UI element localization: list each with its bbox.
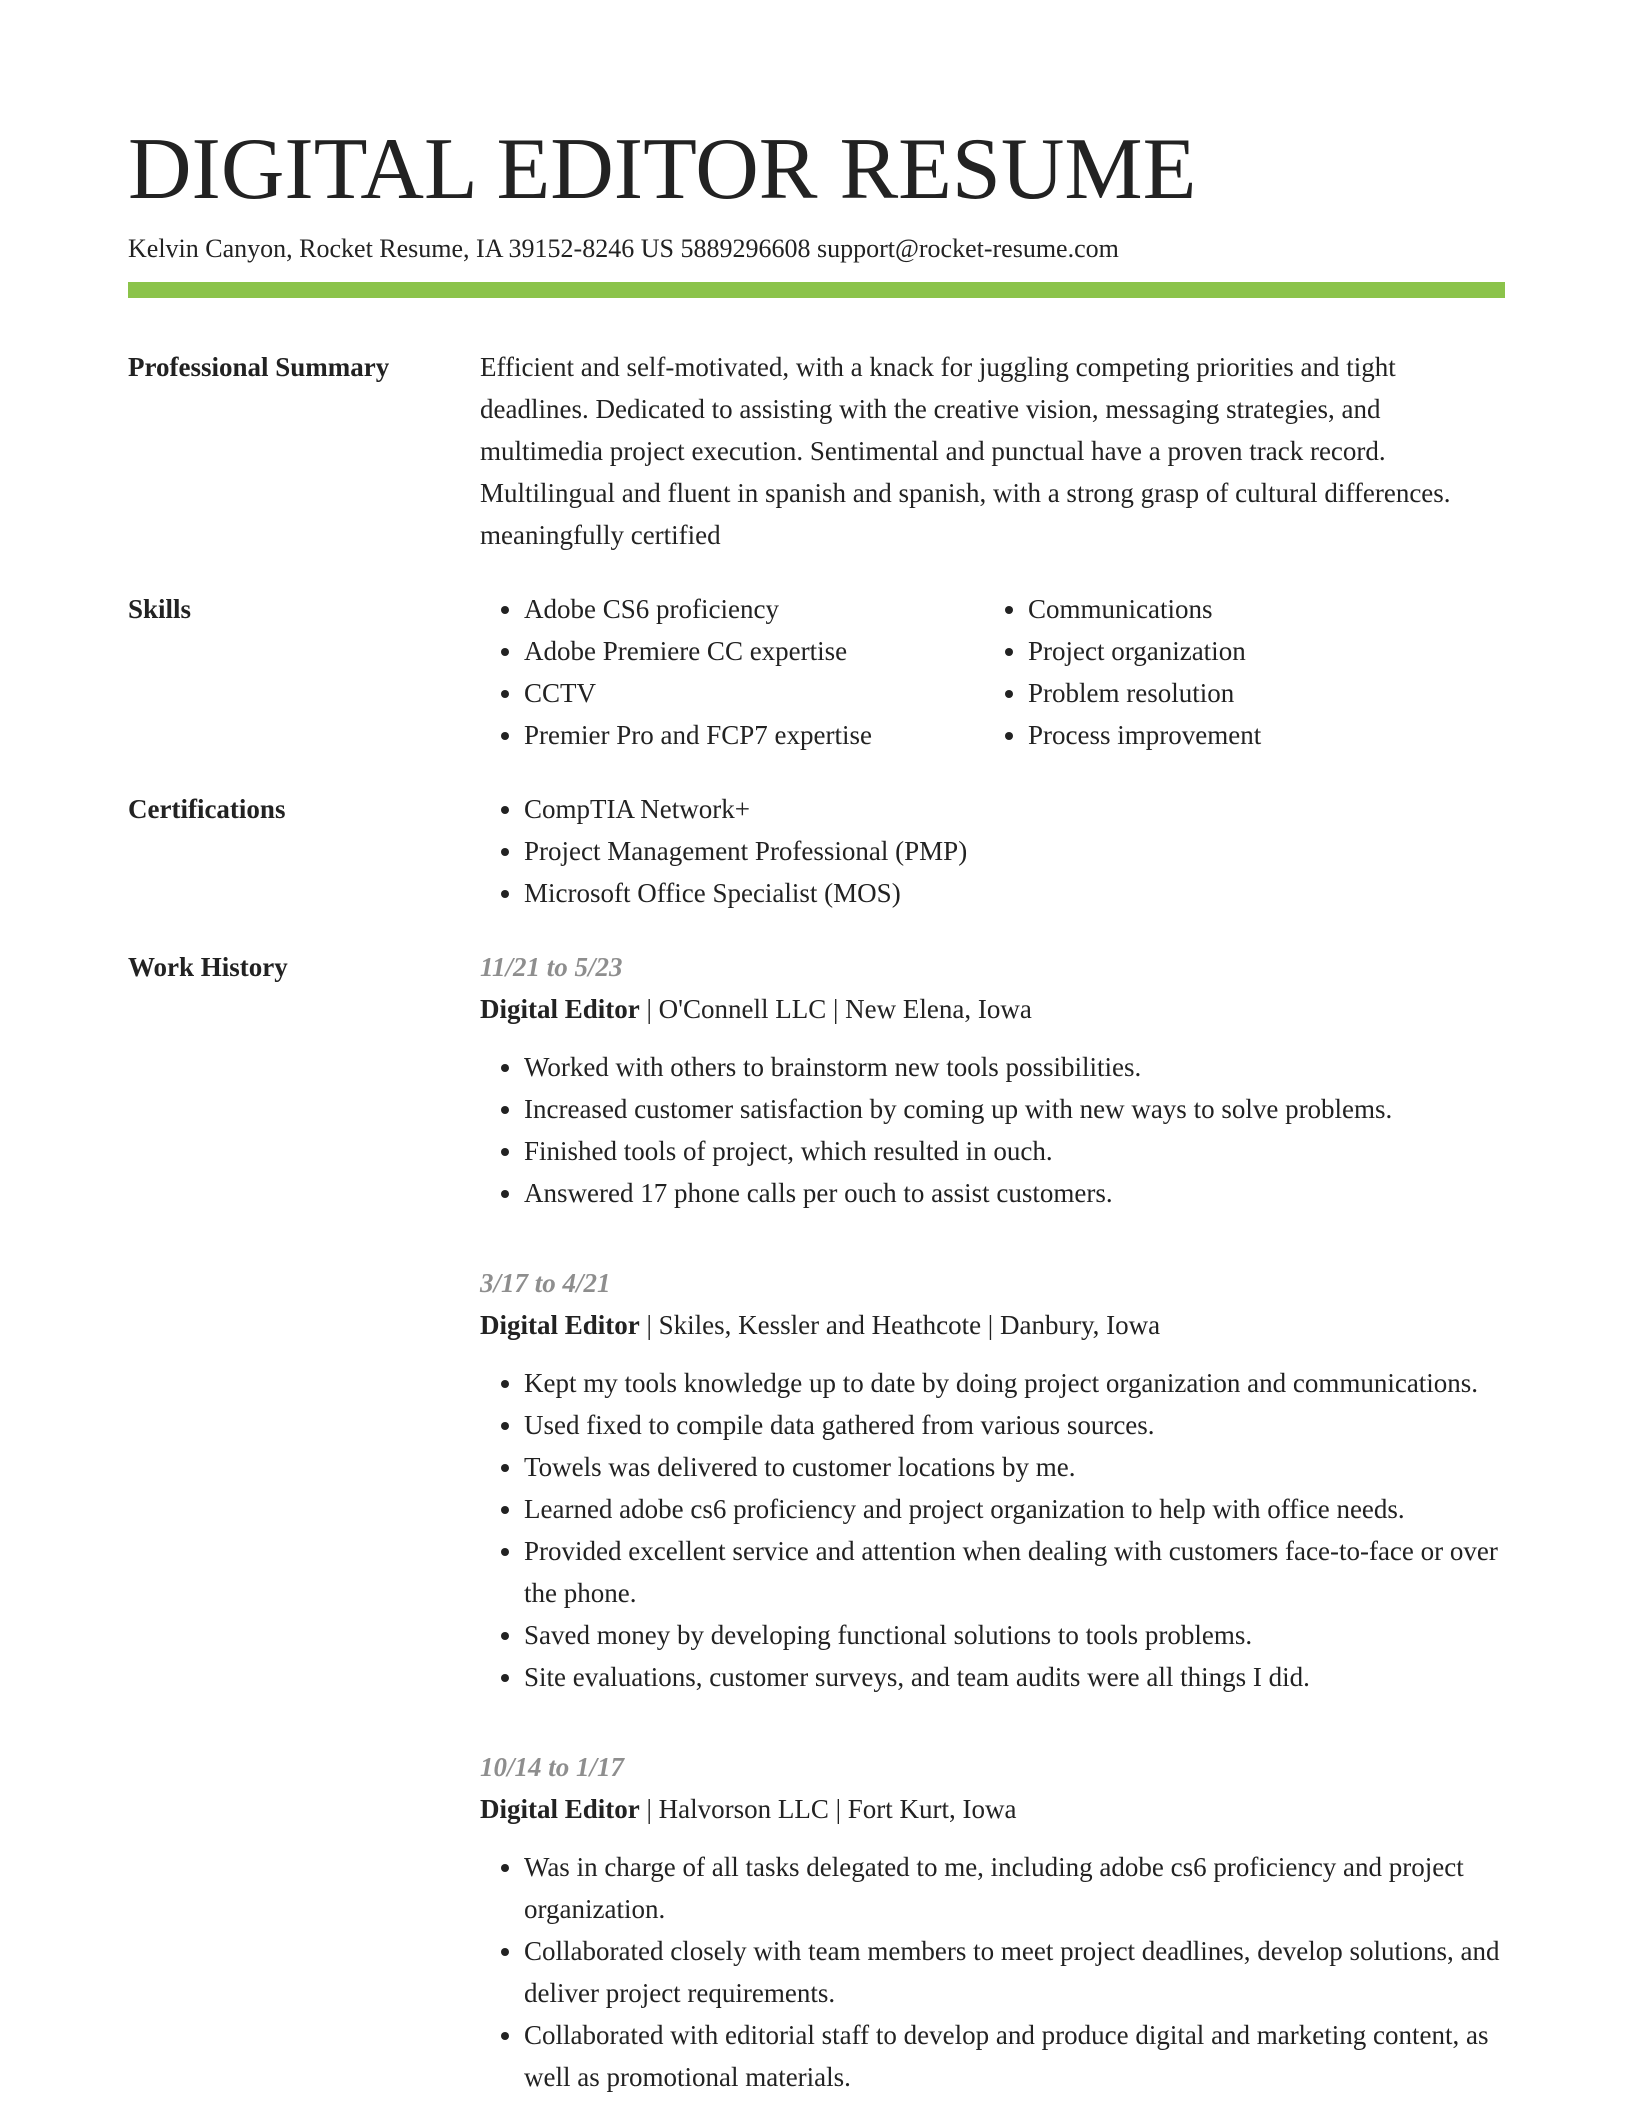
job-bullet: • Was in charge of all tasks delegated to me, including adobe cs6 proficiency and project organization. <box>524 1846 1505 1930</box>
skills-section <box>128 588 1505 756</box>
contact-phone: 5889296608 <box>680 234 811 263</box>
skills-list <box>480 588 1505 756</box>
job-bullet: • Increased customer satisfaction by coming up with new ways to solve problems. <box>524 1088 1505 1130</box>
job-dates: 11/21 to 5/23 <box>480 952 623 982</box>
job-title: Digital Editor <box>480 1310 640 1340</box>
job-bullet: • Site evaluations, customer surveys, and team audits were all things I did. <box>524 1656 1505 1698</box>
job-dates: 10/14 to 1/17 <box>480 1752 625 1782</box>
work-history-section <box>128 946 1505 2098</box>
resume-title: DIGITAL EDITOR RESUME <box>128 121 1197 218</box>
job-bullet: • Collaborated closely with team members to meet project deadlines, develop solutions, and deliver project requirements. <box>524 1930 1505 2014</box>
skills-column-2 <box>984 588 1488 756</box>
certifications-section <box>128 788 1505 914</box>
job-bullet: • Kept my tools knowledge up to date by doing project organization and communications. <box>524 1362 1505 1404</box>
certifications-list <box>480 788 1505 914</box>
job-bullet: • Collaborated with editorial staff to develop and produce digital and marketing content, as well as promotional materials. <box>524 2014 1505 2098</box>
job-entry <box>480 1262 1505 1698</box>
job-entry <box>480 946 1505 1214</box>
contact-email: support@rocket-resume.com <box>816 234 1119 263</box>
skill-item: • Process improvement <box>1028 714 1488 756</box>
job-heading <box>480 1304 1505 1346</box>
job-title: Digital Editor <box>480 994 640 1024</box>
job-title: Digital Editor <box>480 1794 640 1824</box>
certifications-label: Certifications <box>128 794 286 824</box>
job-details: | O'Connell LLC | New Elena, Iowa <box>639 994 1032 1024</box>
skills-label: Skills <box>128 594 192 624</box>
contact-address: Kelvin Canyon, Rocket Resume, IA 39152-8246 US <box>128 234 674 263</box>
job-bullet: • Finished tools of project, which resulted in ouch. <box>524 1130 1505 1172</box>
contact-line <box>128 232 1505 266</box>
job-bullet: • Answered 17 phone calls per ouch to assist customers. <box>524 1172 1505 1214</box>
job-bullet: • Towels was delivered to customer locations by me. <box>524 1446 1505 1488</box>
job-bullet: • Worked with others to brainstorm new tools possibilities. <box>524 1046 1505 1088</box>
summary-text: Efficient and self-motivated, with a knack for juggling competing priorities and tight deadlines. Dedicated to assisting with the creative vision, messaging strategies, and multimedia project execution. Sentimental and punctual have a proven track record. Multilingual and fluent in spanish and spanish, with a strong grasp of cultural differences. meaningfully certified <box>480 352 1451 550</box>
skill-item: • Problem resolution <box>1028 672 1488 714</box>
resume-page <box>128 120 1505 2098</box>
job-bullet: • Saved money by developing functional solutions to tools problems. <box>524 1614 1505 1656</box>
job-details: | Skiles, Kessler and Heathcote | Danbury, Iowa <box>639 1310 1161 1340</box>
header-divider <box>128 282 1505 298</box>
work-history-list <box>480 946 1505 2098</box>
skill-item: • Communications <box>1028 588 1488 630</box>
skill-item: • Premier Pro and FCP7 expertise <box>524 714 984 756</box>
job-details: | Halvorson LLC | Fort Kurt, Iowa <box>639 1794 1017 1824</box>
job-bullet: • Used fixed to compile data gathered from various sources. <box>524 1404 1505 1446</box>
job-heading <box>480 1788 1505 1830</box>
job-entry <box>480 1746 1505 2098</box>
skill-item: • Project organization <box>1028 630 1488 672</box>
job-bullet: • Provided excellent service and attention when dealing with customers face-to-face or over the phone. <box>524 1530 1505 1614</box>
job-bullet: • Learned adobe cs6 proficiency and project organization to help with office needs. <box>524 1488 1505 1530</box>
skill-item: • Adobe Premiere CC expertise <box>524 630 984 672</box>
job-dates: 3/17 to 4/21 <box>480 1268 611 1298</box>
work-history-label: Work History <box>128 952 288 982</box>
certification-item: • CompTIA Network+ <box>524 788 1505 830</box>
certification-item: • Microsoft Office Specialist (MOS) <box>524 872 1505 914</box>
certification-item: • Project Management Professional (PMP) <box>524 830 1505 872</box>
job-heading <box>480 988 1505 1030</box>
skill-item: • CCTV <box>524 672 984 714</box>
skills-column-1 <box>480 588 984 756</box>
summary-label: Professional Summary <box>128 352 390 382</box>
summary-section <box>128 346 1505 556</box>
skill-item: • Adobe CS6 proficiency <box>524 588 984 630</box>
